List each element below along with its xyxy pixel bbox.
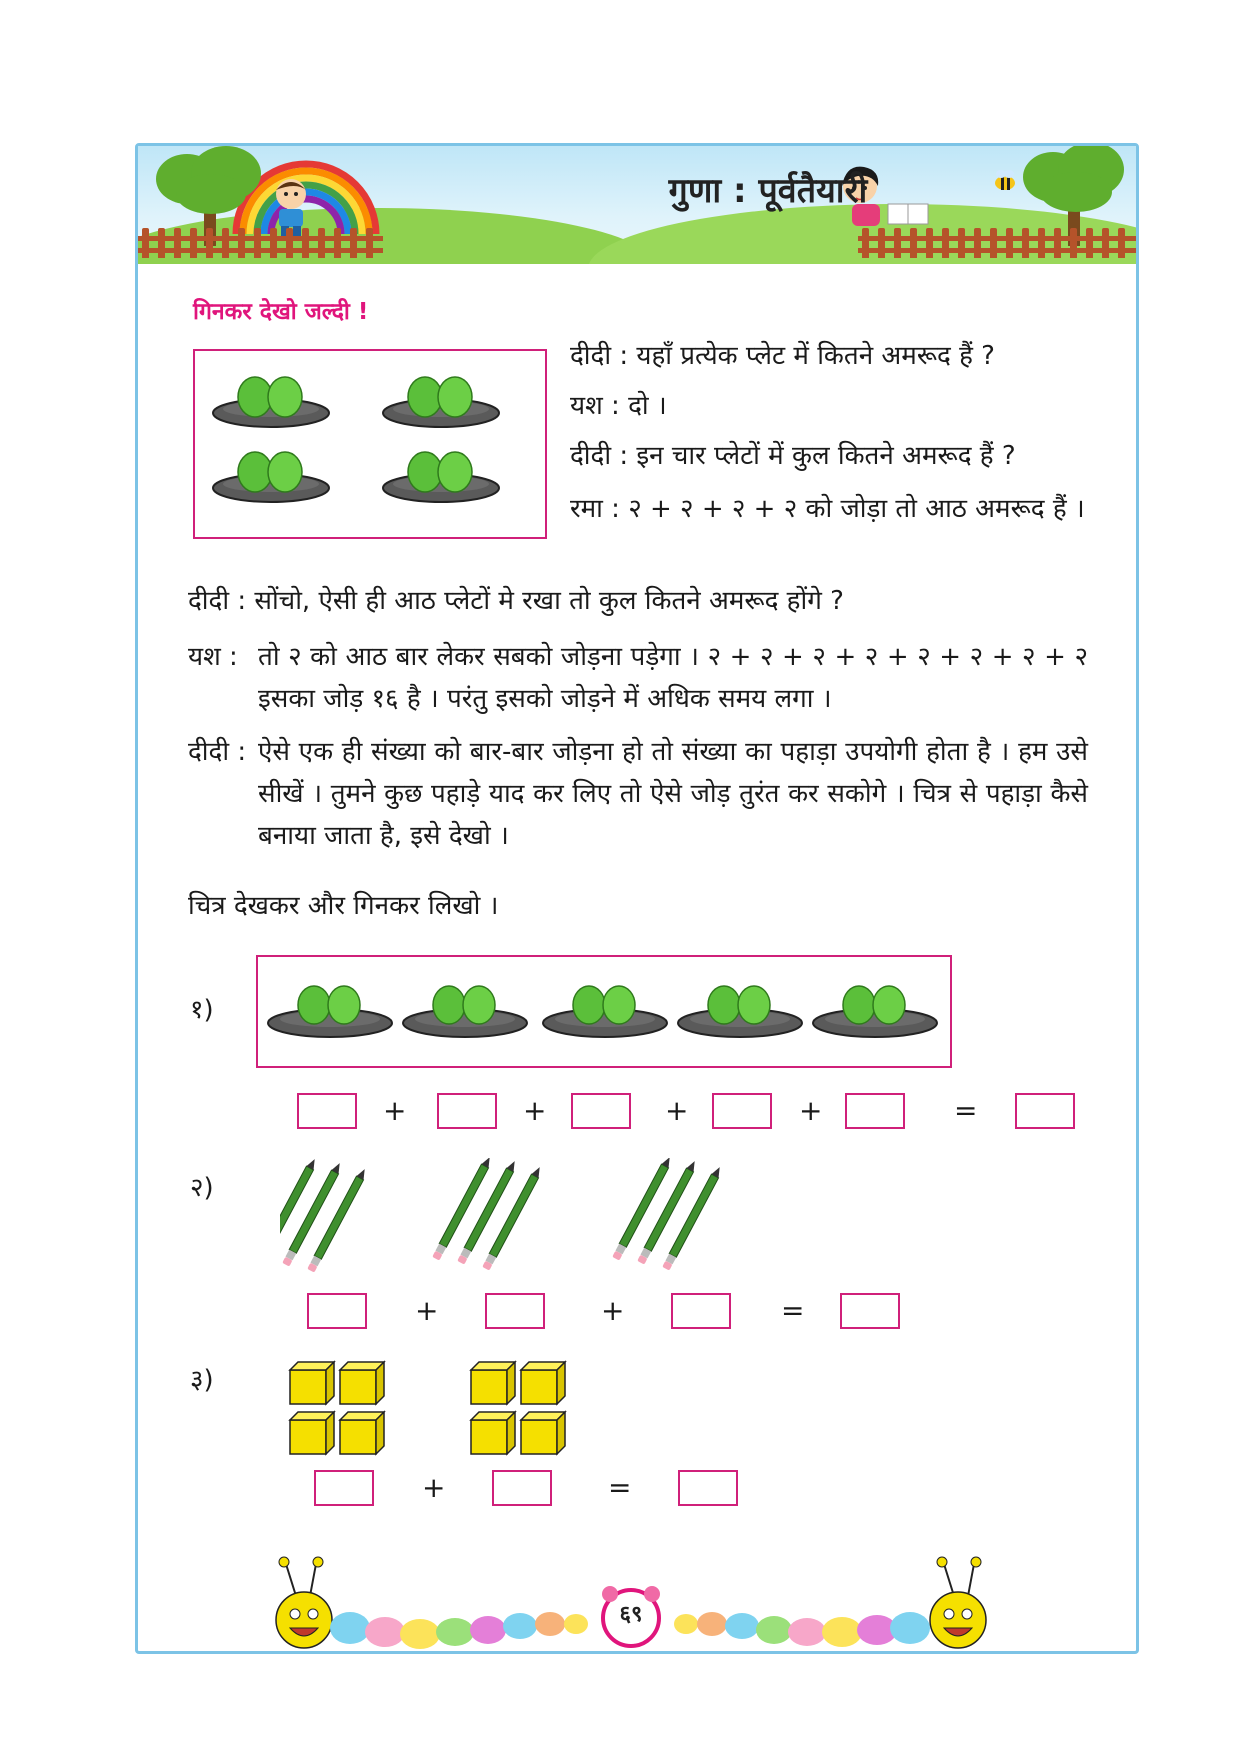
- fence-picket: [254, 228, 261, 258]
- plate-icon: [213, 452, 329, 502]
- dialogue-line: [570, 335, 1090, 377]
- pencil-icon: [307, 1167, 368, 1272]
- plate-icon: [403, 986, 527, 1037]
- plus-sign: +: [601, 1294, 625, 1327]
- plate-icon: [383, 377, 499, 427]
- line-text: तो २ को आठ बार लेकर सबको जोड़ना पड़ेगा । २ + २ + २ + २ + २ + २ + २ + २ इसका जोड़ १६ है । परंतु इसको जोड़ने में अधिक समय लगा ।: [258, 642, 1088, 714]
- header-banner: [138, 146, 1136, 264]
- line-text: यहाँ प्रत्येक प्लेट में कितने अमरूद हैं ?: [636, 341, 995, 371]
- pencil-icon: [662, 1165, 723, 1270]
- answer-box[interactable]: [437, 1093, 497, 1129]
- fence-picket: [990, 228, 997, 258]
- answer-box[interactable]: [1015, 1093, 1075, 1129]
- fence-picket: [958, 228, 965, 258]
- cube-icon: [290, 1412, 334, 1454]
- fence-picket: [318, 228, 325, 258]
- fence-picket: [1054, 228, 1061, 258]
- plate-icon: [383, 452, 499, 502]
- plus-sign: +: [383, 1094, 407, 1127]
- fence-picket: [1102, 228, 1109, 258]
- answer-box[interactable]: [712, 1093, 772, 1129]
- answer-box[interactable]: [297, 1093, 357, 1129]
- speaker: यश :: [188, 642, 238, 672]
- dialogue-line: [570, 385, 1090, 427]
- answer-box[interactable]: [307, 1293, 367, 1329]
- fence-picket: [878, 228, 885, 258]
- plate-icon: [543, 986, 667, 1037]
- fence-picket: [302, 228, 309, 258]
- equals-sign: =: [781, 1294, 805, 1327]
- pencil-icon: [482, 1165, 543, 1270]
- speaker: दीदी :: [570, 341, 629, 371]
- cube-icon: [340, 1362, 384, 1404]
- dialogue-line: [570, 435, 1090, 477]
- question-number: १): [190, 995, 214, 1025]
- answer-box[interactable]: [840, 1293, 900, 1329]
- fence-picket: [1006, 228, 1013, 258]
- fence-picket: [1038, 228, 1045, 258]
- q1-picture: [256, 955, 952, 1068]
- plate-icon: [813, 986, 937, 1037]
- answer-box[interactable]: [845, 1093, 905, 1129]
- fence-picket: [334, 228, 341, 258]
- fence-picket: [142, 228, 149, 258]
- dialogue-line: [188, 731, 1093, 857]
- fence-picket: [910, 228, 917, 258]
- guava-plates-picture: [193, 349, 547, 539]
- fence-picket: [894, 228, 901, 258]
- line-text: सोंचो, ऐसी ही आठ प्लेटों मे रखा तो कुल कितने अमरूद होंगे ?: [254, 586, 844, 616]
- pencil-icon: [457, 1159, 518, 1264]
- cube-icon: [471, 1412, 515, 1454]
- fence-picket: [1070, 228, 1077, 258]
- line-text: दो ।: [628, 391, 667, 421]
- fence-picket: [366, 228, 373, 258]
- pencil-icon: [637, 1159, 698, 1264]
- line-text: २ + २ + २ + २ को जोड़ा तो आठ अमरूद हैं ।: [628, 494, 1085, 524]
- fence-picket: [862, 228, 869, 258]
- speaker: रमा :: [570, 494, 620, 524]
- fence-picket: [158, 228, 165, 258]
- fence-picket: [238, 228, 245, 258]
- speaker: दीदी :: [188, 586, 247, 616]
- exercise-instruction: चित्र देखकर और गिनकर लिखो ।: [188, 891, 499, 921]
- speaker: दीदी :: [188, 737, 247, 767]
- plus-sign: +: [523, 1094, 547, 1127]
- plate-icon: [268, 986, 392, 1037]
- plus-sign: +: [799, 1094, 823, 1127]
- plus-sign: +: [665, 1094, 689, 1127]
- cube-icon: [521, 1362, 565, 1404]
- page-title: गुणा : पूर्वतैयारी: [668, 171, 868, 211]
- fence-left: [138, 228, 383, 258]
- fence-picket: [1086, 228, 1093, 258]
- section-heading: गिनकर देखो जल्दी !: [193, 299, 369, 325]
- plus-sign: +: [422, 1471, 446, 1504]
- dialogue-line: [188, 636, 1093, 720]
- fence-picket: [174, 228, 181, 258]
- answer-box[interactable]: [492, 1470, 552, 1506]
- equals-sign: =: [954, 1094, 978, 1127]
- speaker: यश :: [570, 391, 620, 421]
- fence-picket: [190, 228, 197, 258]
- answer-box[interactable]: [671, 1293, 731, 1329]
- equals-sign: =: [608, 1471, 632, 1504]
- pencil-icon: [282, 1161, 343, 1266]
- fence-picket: [350, 228, 357, 258]
- fence-picket: [270, 228, 277, 258]
- q3-cubes-picture: [288, 1360, 608, 1460]
- cube-icon: [290, 1362, 334, 1404]
- answer-box[interactable]: [571, 1093, 631, 1129]
- question-number: ३): [190, 1365, 214, 1395]
- speaker: दीदी :: [570, 441, 629, 471]
- fence-picket: [942, 228, 949, 258]
- bee-icon: [990, 168, 1020, 194]
- fence-picket: [222, 228, 229, 258]
- cube-icon: [521, 1412, 565, 1454]
- dialogue-line: [570, 488, 1090, 530]
- line-text: इन चार प्लेटों में कुल कितने अमरूद हैं ?: [636, 441, 1016, 471]
- page-number: ६९: [619, 1602, 643, 1627]
- fence-picket: [1022, 228, 1029, 258]
- plate-icon: [678, 986, 802, 1037]
- cube-icon: [471, 1362, 515, 1404]
- answer-box[interactable]: [314, 1470, 374, 1506]
- plus-sign: +: [415, 1294, 439, 1327]
- q2-pencils-picture: [280, 1158, 780, 1278]
- fence-picket: [1118, 228, 1125, 258]
- answer-box[interactable]: [678, 1470, 738, 1506]
- fence-picket: [286, 228, 293, 258]
- line-text: ऐसे एक ही संख्या को बार-बार जोड़ना हो तो संख्या का पहाड़ा उपयोगी होता है । हम उसे सीखें । तुमने कुछ पहाड़े याद कर लिए तो ऐसे जोड़ तुरंत कर सकोगे । चित्र से पहाड़ा कैसे बनाया जाता है, इसे देखो ।: [258, 737, 1088, 851]
- fence-right: [858, 228, 1136, 258]
- fence-picket: [974, 228, 981, 258]
- dialogue-line: [188, 580, 1093, 622]
- answer-box[interactable]: [485, 1293, 545, 1329]
- cube-icon: [340, 1412, 384, 1454]
- plate-icon: [213, 377, 329, 427]
- fence-picket: [206, 228, 213, 258]
- question-number: २): [190, 1173, 214, 1203]
- fence-picket: [926, 228, 933, 258]
